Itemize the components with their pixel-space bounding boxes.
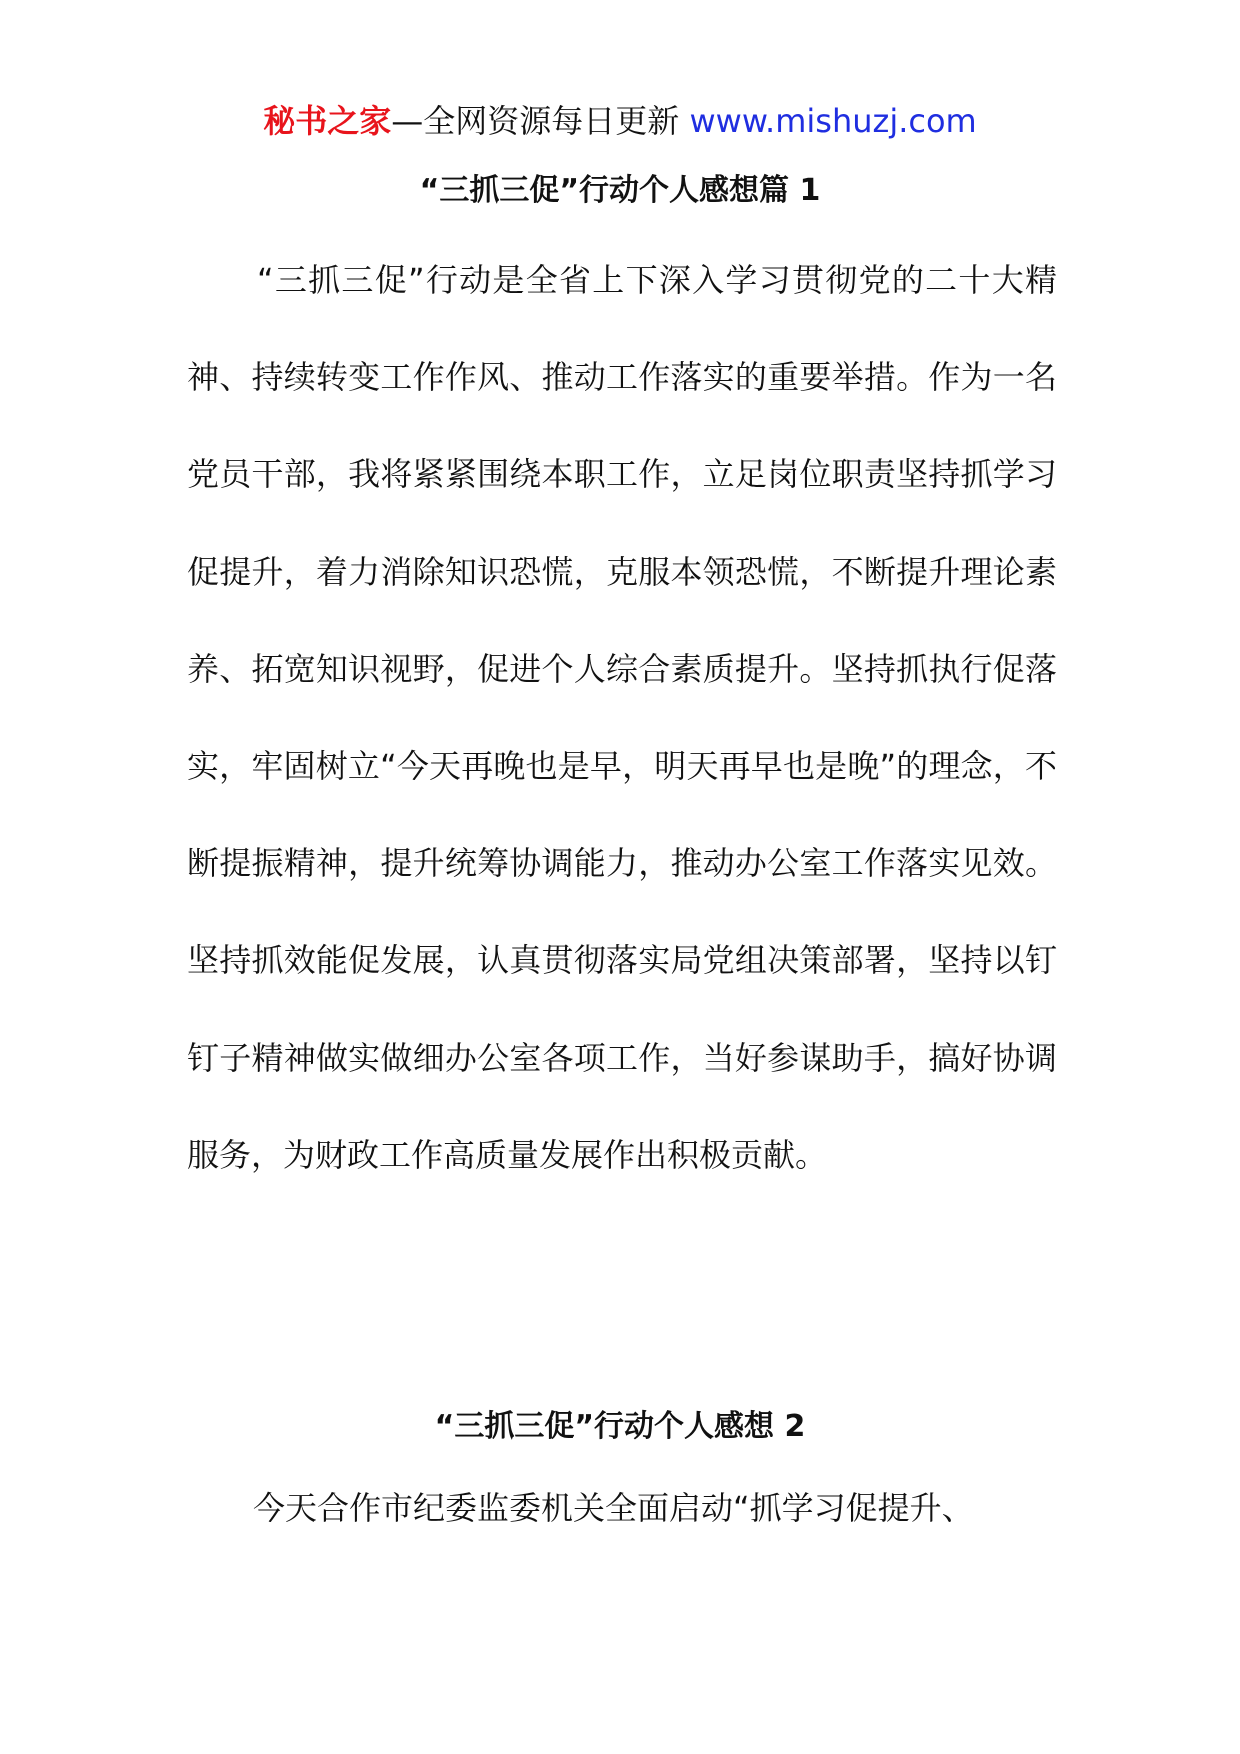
- section-paragraph-2: 今天合作市纪委监委机关全面启动“抓学习促提升、: [253, 1489, 974, 1527]
- section-title-2: “三抓三促”行动个人感想 2: [434, 1409, 806, 1444]
- section-paragraph-1: “三抓三促”行动是全省上下深入学习贯彻党的二十大精神、持续转变工作作风、推动工作落实的重要举措。作为一名党员干部，我将紧紧围绕本职工作，立足岗位职责坚持抓学习促提升，着力消除知识恐慌，克服本领恐慌，不断提升理论素养、拓宽知识视野，促进个人综合素质提升。坚持抓执行促落实，牢固树立“今天再晚也是早，明天再早也是晚”的理念，不断提振精神，提升统筹协调能力，推动办公室工作落实见效。坚持抓效能促发展，认真贯彻落实局党组决策部署，坚持以钉钉子精神做实做细办公室各项工作，当好参谋助手，搞好协调服务，为财政工作高质量发展作出积极贡献。: [187, 261, 1057, 1174]
- site-header: [0, 96, 1240, 146]
- section-title-1: “三抓三促”行动个人感想篇 1: [419, 173, 821, 208]
- brand-name: 秘书之家: [263, 102, 392, 140]
- site-url-link[interactable]: www.mishuzj.com: [689, 102, 977, 140]
- header-tagline: —全网资源每日更新: [391, 102, 690, 140]
